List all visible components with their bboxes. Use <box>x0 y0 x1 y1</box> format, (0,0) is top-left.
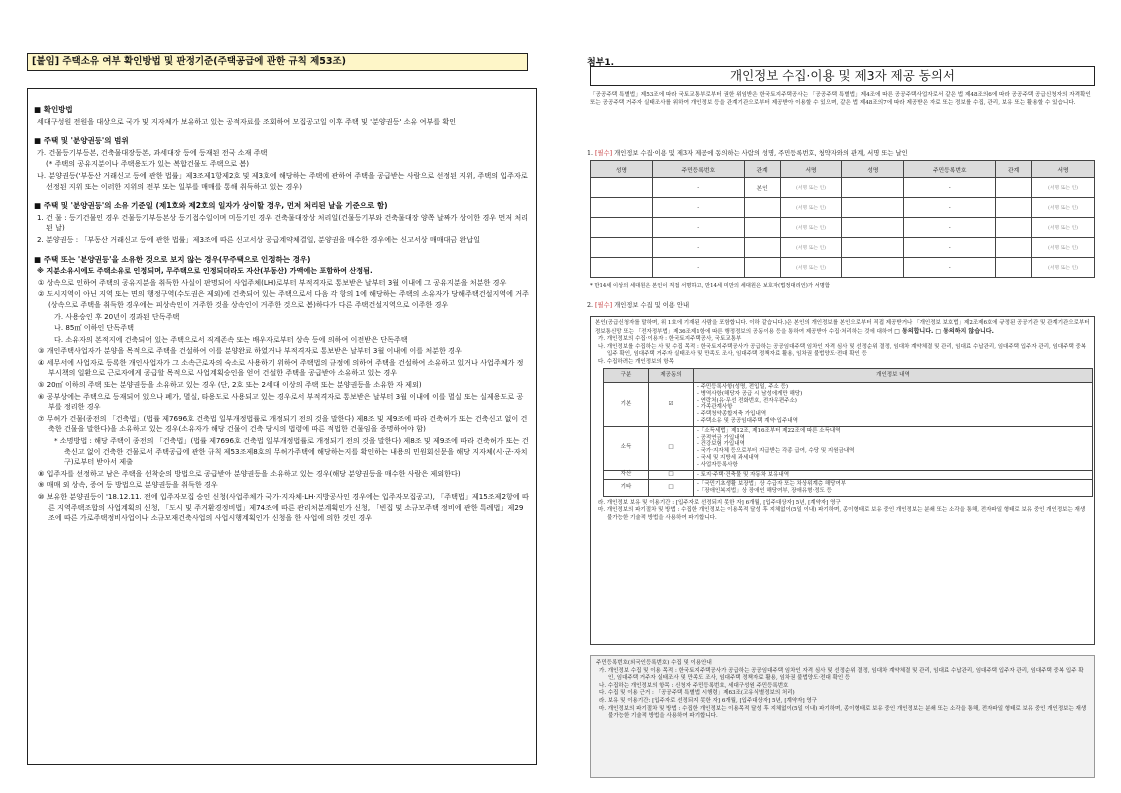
resident-notice-line: 가. 개인정보 수집 및 이용 목적 : 한국토지주택공사가 공급하는 공공임대주택 임차인 자격 심사 및 선정순위 결정, 임대차 계약체결 및 관리, 임대료 수납관리, 임대주택 입주자 관리, 임대주택 중복 입주 확인, 임대주택 거주자 실태조사 및 만족도 조사, 임대주택 정책자료 활용, 임차권 불법양도·전대 확인 등 <box>599 667 1084 682</box>
details-cell <box>694 480 1093 497</box>
exception-item: ⑦ 무허가 건물(종전의 「건축법」(법률 제7696호 건축법 일부개정법률로 개정되기 전의 것을 말한다) 제8조 및 제9조에 따라 건축허가 또는 건축신고 없이 건축한 건물을 말한다)을 소유하고 있는 경우(소유자가 해당 건물이 건축 당시의 법령에 따른 적법한 건물임을 증명하여야 함) <box>38 413 528 434</box>
consent-checkbox[interactable]: □ <box>649 426 694 470</box>
exception-item: ⑧ 입주자를 선정하고 남은 주택을 선착순의 방법으로 공급받아 분양권등을 소유하고 있는 경우(해당 분양권등을 매수한 사람은 제외한다) <box>38 468 461 478</box>
resident-number-notice-box <box>590 655 1095 778</box>
col-name: 성명 <box>842 161 904 178</box>
exception-item: ① 상속으로 인하여 주택의 공유지분을 취득한 사실이 판명되어 사업주체(LH)로부터 부적격자로 통보받은 날부터 3월 이내에 그 공유지분을 처분한 경우 <box>38 277 507 287</box>
items-row-other <box>604 480 1093 497</box>
exception-item: ② 도시지역이 아닌 지역 또는 면의 행정구역(수도권은 제외)에 건축되어 있는 주택으로서 다음 각 항의 1에 해당하는 주택의 소유자가 당해주택건설지역에 거주(상속으로 주택을 취득한 경우에는 피상속인이 거주한 것을 상속인이 거주한 것으로 봄)하다가 다른 주택건설지역으로 이주한 경우 <box>38 289 529 309</box>
items-row-assets <box>604 470 1093 480</box>
detail-line: - 가족관계사항 <box>697 404 733 411</box>
consent-checkbox[interactable]: ☑ <box>649 383 694 427</box>
name-field[interactable] <box>591 238 653 258</box>
exception-subitem: 나. 85㎡ 이하인 단독주택 <box>54 323 134 333</box>
section-baseline-title: ■ 주택 및 '분양권등'의 소유 기준일 (제1호와 제2호의 일자가 상이할 경우, 먼저 처리된 날을 기준으로 함) <box>34 201 388 211</box>
col-details: 개인정보 내역 <box>694 369 1093 383</box>
col-name: 성명 <box>591 161 653 178</box>
exception-item-7-note: * 소명방법 : 해당 주택이 종전의 「건축법」(법률 제7696호 건축법 일부개정법률로 개정되기 전의 것을 말한다) 제8조 및 제9조에 따라 건축허가 또는 건축신고 없이 건축한 건물로서 주택공급에 관한 규칙 제53조제8호의 무허가주택에 해당하는지를 확인하는 내용의 민원회신문을 해당 지자체(시·군·자치구)로부터 받아서 제출 <box>54 436 529 467</box>
required-badge: [필수] <box>595 302 613 309</box>
name-field[interactable] <box>591 198 653 218</box>
section-1-text: 개인정보 수집·이용 및 제3자 제공에 동의하는 사람의 성명, 주민등록번호, 청약자와의 관계, 서명 또는 날인 <box>614 150 908 157</box>
name-field[interactable] <box>842 198 904 218</box>
resident-notice-line: 마. 개인정보의 파기절차 및 방법 : 수집한 개인정보는 이용목적 달성 후 지체없이(5일 이내) 파기하며, 종이형태로 보유 중인 개인정보는 분쇄 또는 소각을 통해, 전자파일 형태로 보유 중인 개인정보는 재생 불가능한 기술적 방법을 사용하여 파기합니다. <box>599 705 1087 720</box>
name-field[interactable] <box>842 218 904 238</box>
signature-note: * 만14세 이상의 세대원은 본인이 직접 서명하고, 만14세 미만의 세대원은 보호자(법정대리인)가 서명함 <box>590 283 831 289</box>
scope-item-a: 가. 건물등기부등본, 건축물대장등본, 과세대장 등에 등재된 전국 소재 주택 <box>37 147 268 157</box>
items-header-row <box>604 369 1093 383</box>
resident-number-field[interactable]: - <box>904 258 996 278</box>
signature-field[interactable]: (서명 또는 인) <box>780 218 842 238</box>
exception-subitem: 다. 소유자의 본적지에 건축되어 있는 주택으로서 직계존속 또는 배우자로부터 상속 등에 의하여 이전받은 단독주택 <box>54 334 408 344</box>
col-signature: 서명 <box>780 161 842 178</box>
exception-warning: ※ 지분소유시에도 주택소유로 인정되며, 무주택으로 인정되더라도 자산(부동산) 가액에는 포함하여 산정됨. <box>37 266 373 276</box>
signature-row <box>591 238 1095 258</box>
category-cell: 소득 <box>604 426 649 470</box>
col-resident-number: 주민등록번호 <box>652 161 744 178</box>
detail-line: - 병역사항(해당자 공급 시 남성에게만 해당) <box>697 390 803 397</box>
resident-number-field[interactable]: - <box>652 258 744 278</box>
relation-field[interactable] <box>996 258 1032 278</box>
appendix-title: [붙임] 주택소유 여부 확인방법 및 판정기준(주택공급에 관한 규칙 제53조) <box>27 53 528 71</box>
items-row-basic <box>604 383 1093 427</box>
name-field[interactable] <box>842 178 904 198</box>
detail-line: - 토지·주택·건축물 및 자동차 보유내역 <box>697 471 790 478</box>
name-field[interactable] <box>591 178 653 198</box>
baseline-item-2: 2. 분양권등 : 「부동산 거래신고 등에 관한 법률」제3조에 따른 신고서상 공급계약체결일, 분양권을 매수한 경우에는 신고서상 매매대금 완납일 <box>37 234 481 244</box>
notice-item-da: 다. 수집하려는 개인정보의 항목 <box>598 358 675 365</box>
notice-paragraph-text: 본인(공급신청자를 말하며, 위 1호에 기재된 사람을 포함합니다. 이하 같습니다.)은 본인의 개인정보를 본인으로부터 직접 제공받거나 「개인정보 보호법」제2조제6호에 규정된 공공기관 및 관계기관으로부터 정보통신망 또는 「전자정부법」제36조제1항에 따른 행정정보의 공동이용 등을 통하여 제공받아 수집·처리하는 것에 대하여 <box>595 320 1090 335</box>
section-verification-text: 세대구성원 전원을 대상으로 국가 및 지자체가 보유하고 있는 공적자료를 조회하여 모집공고일 이후 주택 및 '분양권등' 소유 여부를 확인 <box>37 116 457 126</box>
signature-field[interactable]: (서명 또는 인) <box>780 198 842 218</box>
relation-field[interactable] <box>744 258 780 278</box>
section-1-heading <box>587 148 908 157</box>
resident-number-field[interactable]: - <box>652 198 744 218</box>
scope-item-b: 나. 분양권등('부동산 거래신고 등에 관한 법률」제3조제1항제2호 및 제3호에 해당하는 주택에 관하여 주택을 공급받는 사람으로 선정된 지위, 주택의 입주자로 선정된 지위 또는 이러한 지위의 전부 또는 일부를 매매를 통해 취득하고 있는 경우) <box>37 170 528 191</box>
exception-item: ⑩ 보유한 분양권등이 '18.12.11. 전에 입주자모집 승인 신청(사업주체가 국가·지자체·LH·지방공사인 경우에는 입주자모집공고), 「주택법」제15조제2항에 따른 지역주택조합의 사업계획의 신청, 「도시 및 주거환경정비법」제74조에 따른 관리처분계획인가 신청, 「빈집 및 소규모주택 정비에 관한 특례법」제29조에 따른 가로주택정비사업이나 소규모재건축사업의 사업시행계획인가 신청을 한 사업에 의한 것인 경우 <box>38 492 529 523</box>
resident-number-field[interactable]: - <box>652 218 744 238</box>
details-cell <box>694 383 1093 427</box>
category-cell: 자산 <box>604 470 649 480</box>
relation-field[interactable] <box>996 198 1032 218</box>
detail-line: -「장애인복지법」상 장애인 해당여부, 장애유형·정도 등 <box>697 488 832 495</box>
exception-item: ④ 세무서에 사업자로 등록한 개인사업자가 그 소속근로자의 숙소로 사용하기 위하여 주택법의 규정에 의하여 주택을 건설하여 소유하고 있거나 사업주체가 정부시책의 일환으로 근로자에게 공급할 목적으로 사업계획승인을 얻어 건설한 주택을 공급받아 소유하고 있는 경우 <box>38 357 524 378</box>
exception-subitem: 가. 사용승인 후 20년이 경과된 단독주택 <box>54 311 180 321</box>
collection-notice-paragraph <box>595 320 1090 336</box>
col-relation: 관계 <box>996 161 1032 178</box>
detail-line: -「소득세법」제12조, 제16조부터 제22조에 따른 소득내역 <box>697 427 841 434</box>
exception-item: ⑥ 공부상에는 주택으로 등재되어 있으나 폐가, 멸실, 타용도로 사용되고 있는 경우로서 부적격자로 통보받은 날부터 3월 이내에 이를 멸실 또는 실제용도로 공부를 정리한 경우 <box>38 391 524 412</box>
col-category: 구분 <box>604 369 649 383</box>
notice-item-ga: 가. 개인정보의 수집·이용자 : 한국토지주택공사, 국토교통부 <box>598 336 742 342</box>
relation-field[interactable] <box>996 178 1032 198</box>
category-cell: 기본 <box>604 383 649 427</box>
signature-field[interactable]: (서명 또는 인) <box>1032 218 1095 238</box>
exception-item: ⑨ 매매 외 상속, 증여 등 방법으로 분양권등을 취득한 경우 <box>38 480 218 490</box>
notice-item-ra: 라. 개인정보 보유 및 이용기간 : [입주자로 선정되지 못한 자] 6개월, [입주대상자] 5년, [계약자] 영구 <box>598 499 841 506</box>
section-2-number: 2. <box>587 302 594 309</box>
left-content-box <box>27 88 537 765</box>
relation-field[interactable] <box>744 238 780 258</box>
notice-item-na: 나. 개인정보를 수집하는 사 및 수집 목적 : 한국토지주택공사가 공급하는 공공임대주택 임차인 자격 심사 및 선정순위 결정, 임대차 계약체결 및 관리, 임대료 수납관리, 임대주택 입주자 관리, 임대주택 중복 입주 확인, 임대주택 거주자 실태조사 및 만족도 조사, 임대주택 정책자료 활용, 임차권 불법양도·전대 확인 등 <box>598 343 1087 357</box>
signature-field[interactable]: (서명 또는 인) <box>1032 198 1095 218</box>
detail-line: - 주택소유 및 공공임대주택 계약·입주내역 <box>697 417 798 424</box>
name-field[interactable] <box>591 218 653 238</box>
name-field[interactable] <box>842 238 904 258</box>
consent-checkbox[interactable]: □ <box>649 470 694 480</box>
resident-notice-line: 나. 수집하는 개인정보의 항목 : 신청자 주민등록번호, 세대구성원 주민등록번호 <box>599 682 789 689</box>
detail-line: - 주택청약종합저축 가입내역 <box>697 411 767 418</box>
signature-row <box>591 198 1095 218</box>
col-consent: 제공동의 <box>649 369 694 383</box>
exception-item: ③ 개인주택사업자가 분양을 목적으로 주택을 건설하여 이를 분양완료 하였거나 부적격자로 통보받은 날부터 3월 이내에 이를 처분한 경우 <box>38 346 462 356</box>
details-cell <box>694 470 1093 480</box>
col-relation: 관계 <box>744 161 780 178</box>
required-badge: [필수] <box>595 150 613 157</box>
relation-field[interactable] <box>744 218 780 238</box>
consent-checkbox[interactable]: □ <box>649 480 694 497</box>
col-signature: 서명 <box>1032 161 1095 178</box>
signature-field[interactable]: (서명 또는 인) <box>1032 238 1095 258</box>
signature-field[interactable]: (서명 또는 인) <box>780 258 842 278</box>
detail-line: - 건강보험 가입내역 <box>697 441 745 448</box>
section-1-number: 1. <box>587 150 594 157</box>
detail-line: - 사업자등록사항 <box>697 461 738 468</box>
signature-field[interactable]: (서명 또는 인) <box>1032 258 1095 278</box>
signature-field[interactable]: (서명 또는 인) <box>780 178 842 198</box>
signature-row <box>591 258 1095 278</box>
details-cell <box>694 426 1093 470</box>
resident-notice-line: 다. 수집 및 이용 근거 : 「공공주택 특별법 시행령」제63조(고유식별정보의 처리) <box>599 690 795 697</box>
items-row-income <box>604 426 1093 470</box>
section-verification-title: ■ 확인방법 <box>34 105 73 114</box>
name-field[interactable] <box>842 258 904 278</box>
collected-items-table <box>603 368 1093 497</box>
resident-number-field[interactable]: - <box>904 218 996 238</box>
scope-item-a-note: (* 주택의 공유지분이나 주택용도가 있는 복합건물도 주택으로 봄) <box>46 159 250 169</box>
signature-header-row <box>591 161 1095 178</box>
resident-number-field[interactable]: - <box>904 198 996 218</box>
consent-intro: 「공공주택 특별법」제53조에 따라 국토교통부로부터 권한 위임받은 한국토지주택공사는 「공공주택 특별법」제4조에 따른 공공주택사업자로서 같은 법 제48조의6에 따라 공공주택 공급신청자의 자격확인 또는 공공주택 거주자 실태조사를 위하여 개인정보 등을 관계기관으로부터 제공받아 이용할 수 있으며, 같은 법 제48조의7에 따라 제공받은 자료 또는 정보를 수집, 관리, 보유 또는 활용할 수 있습니다. <box>590 92 1091 106</box>
detail-line: - 국세 및 지방세 과세내역 <box>697 454 759 461</box>
resident-number-notice-title: 주민등록번호(외국인등록번호) 수집 및 이용안내 <box>596 660 712 666</box>
section-exception-title: ■ 주택 또는 '분양권등'을 소유한 것으로 보지 않는 경우(무주택으로 인정하는 경우) <box>34 254 311 264</box>
detail-line: - 국가·지자체 등으로부터 지급받는 각종 급여, 수당 및 지원금내역 <box>697 448 855 455</box>
notice-item-ma: 마. 개인정보의 파기절차 및 방법 : 수집한 개인정보는 이용목적 달성 후 지체없이(5일 이내) 파기하며, 종이형태로 보유 중인 개인정보는 분쇄 또는 소각을 통해, 전자파일 형태로 보유 중인 개인정보는 재생 불가능한 기술적 방법을 사용하여 파기합니다. <box>598 507 1086 521</box>
section-2-text: 개인정보 수집 및 이용 안내 <box>614 302 690 309</box>
resident-number-field[interactable]: - <box>904 238 996 258</box>
detail-line: - 주민등록사항(성명, 전입일, 주소 등) <box>697 384 789 390</box>
attachment-label: 첨부1. <box>587 58 615 68</box>
collection-notice-box <box>590 316 1095 645</box>
relation-field[interactable] <box>996 218 1032 238</box>
resident-number-field[interactable]: - <box>652 238 744 258</box>
resident-number-field[interactable]: - <box>904 178 996 198</box>
signature-field[interactable]: (서명 또는 인) <box>1032 178 1095 198</box>
signature-table <box>590 160 1095 278</box>
detail-line: - 연락처(유·무선 전화번호, 전자우편주소) <box>697 397 797 404</box>
name-field[interactable] <box>591 258 653 278</box>
relation-field[interactable] <box>996 238 1032 258</box>
consent-checkboxes[interactable]: □ 동의합니다. □ 동의하지 않습니다. <box>894 327 994 335</box>
signature-row <box>591 218 1095 238</box>
resident-number-field[interactable]: - <box>652 178 744 198</box>
col-resident-number: 주민등록번호 <box>904 161 996 178</box>
baseline-item-1: 1. 건 물 : 등기건물인 경우 건물등기부등본상 등기접수일이며 미등기인 경우 건축물대장상 처리일(건물등기부와 건축물대장 양쪽 날짜가 상이한 경우 먼저 처리된 날) <box>37 212 529 233</box>
section-scope-title: ■ 주택 및 '분양권등'의 범위 <box>34 136 129 146</box>
signature-row <box>591 178 1095 198</box>
relation-field[interactable]: 본인 <box>744 178 780 198</box>
exception-item: ⑤ 20㎡ 이하의 주택 또는 분양권등을 소유하고 있는 경우 (단, 2호 또는 2세대 이상의 주택 또는 분양권등을 소유한 자 제외) <box>38 380 422 390</box>
signature-field[interactable]: (서명 또는 인) <box>780 238 842 258</box>
relation-field[interactable] <box>744 198 780 218</box>
detail-line: -「국민기초생활 보장법」상 수급자 또는 차상위계층 해당여부 <box>697 481 847 488</box>
resident-notice-line: 라. 보유 및 이용기간: [입주자로 선정되지 못한 자] 6개월, [입주대상자] 5년, [계약자] 영구 <box>599 697 817 704</box>
category-cell: 기타 <box>604 480 649 497</box>
section-2-heading <box>587 300 689 309</box>
detail-line: - 공적연금 가입내역 <box>697 434 745 441</box>
consent-form-title: 개인정보 수집·이용 및 제3자 제공 동의서 <box>590 66 1095 86</box>
